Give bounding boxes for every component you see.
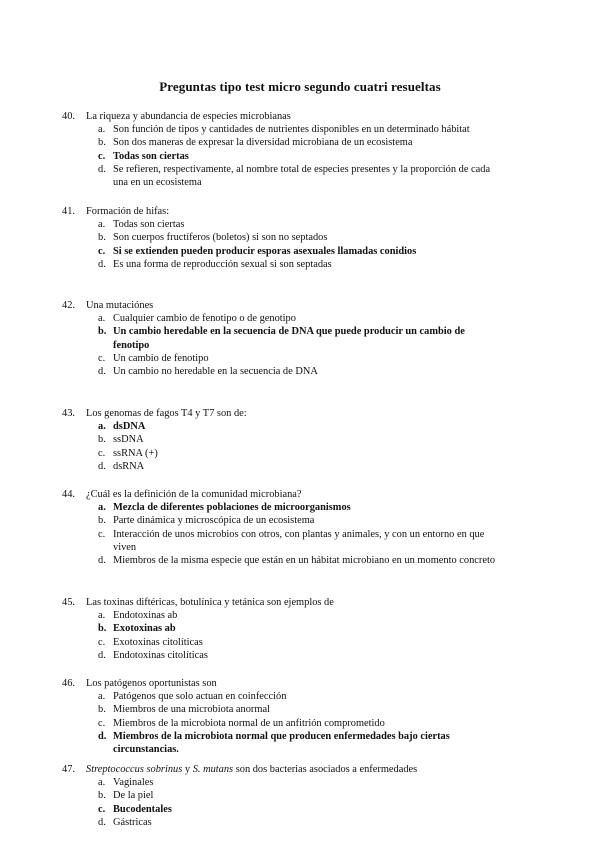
option-text: Exotoxinas ab [113,623,176,635]
option-letter: b. [98,790,106,802]
option [98,163,502,189]
option-letter: d. [98,258,106,270]
question-number: 41. [62,206,75,217]
option-correct [98,501,502,514]
question-number: 44. [62,489,75,500]
option-text: Miembros de la microbiota normal que producen enfermedades bajo ciertas circunstancias. [113,730,450,756]
option-letter: b. [98,326,107,338]
option-letter: c. [98,717,106,729]
question-45 [62,596,502,662]
option-letter: c. [98,150,106,162]
option-text: ssDNA [113,434,144,446]
option-letter: a. [98,313,106,325]
question-text: Una mutaciónes [86,300,154,311]
question-40 [62,110,502,189]
option [98,136,502,149]
option-letter: b. [98,515,106,527]
option-text: Son cuerpos fructíferos (boletos) si son no septados [113,232,328,244]
option [98,514,502,527]
question-number: 43. [62,408,75,419]
option-letter: d. [98,816,106,828]
question-44 [62,488,502,567]
question-number: 47. [62,764,75,775]
option-letter: a. [98,610,106,622]
option-letter: c. [98,803,106,815]
option-text: Un cambio no heredable en la secuencia de DNA [113,366,318,378]
option-text: Son dos maneras de expresar la diversidad microbiana de un ecosistema [113,137,413,149]
option-text: Mezcla de diferentes poblaciones de microorganismos [113,502,351,514]
option [98,365,502,378]
option-letter: d. [98,555,106,567]
question-text: Los patógenos oportunistas son [86,678,217,689]
option-correct [98,420,502,433]
option [98,231,502,244]
option [98,528,502,554]
option-text: Todas son ciertas [113,150,189,162]
option-letter: d. [98,649,106,661]
option-text: Gástricas [113,816,152,828]
option-letter: c. [98,447,106,459]
option [98,460,502,473]
option-correct [98,803,502,816]
option-text: Endotoxinas citolíticas [113,649,208,661]
option-letter: d. [98,163,106,175]
option-correct [98,622,502,635]
option-text: Bucodentales [113,803,172,815]
option [98,312,502,325]
option [98,447,502,460]
option-text: Miembros de la misma especie que están en un hábitat microbiano en un momento concreto [113,555,496,567]
option-letter: a. [98,124,106,136]
option [98,258,502,271]
question-text-part: son dos bacterias asociados a enfermedades [233,764,418,775]
question-number: 42. [62,300,75,311]
species-name: S. mutans [192,764,234,775]
option [98,816,502,829]
option-letter: c. [98,352,106,364]
option-text: Exotoxinas citolíticas [113,636,203,648]
option-letter: a. [98,777,106,789]
option-text: Endotoxinas ab [113,610,178,622]
option-text: Parte dinámica y microscópica de un ecosistema [113,515,315,527]
option-letter: a. [98,421,106,433]
question-number: 46. [62,678,75,689]
question-47 [62,763,502,829]
option-letter: b. [98,623,107,635]
option [98,433,502,446]
species-name: Streptococcus sobrinus [86,764,183,775]
option-letter: c. [98,636,106,648]
option-text: ssRNA (+) [113,447,158,459]
option [98,703,502,716]
option [98,609,502,622]
option-text: Todas son ciertas [113,219,185,231]
question-text: Formación de hifas: [86,206,170,217]
option-text: De la piel [113,790,154,802]
option-text: Patógenos que solo actuan en coinfección [113,691,287,703]
question-text: ¿Cuál es la definición de la comunidad microbiana? [86,489,302,500]
option-letter: d. [98,730,107,742]
question-text [86,763,502,776]
question-41 [62,205,502,271]
option-letter: a. [98,502,106,514]
option-text: Si se extienden pueden producir esporas asexuales llamadas conidios [113,245,417,257]
question-text-part: y [182,764,193,775]
option [98,690,502,703]
option [98,218,502,231]
option [98,649,502,662]
option-correct [98,245,502,258]
option-letter: b. [98,137,106,149]
option-letter: d. [98,366,106,378]
question-46 [62,677,502,756]
option-text: Son función de tipos y cantidades de nutrientes disponibles en un determinado hábitat [113,124,470,136]
option [98,717,502,730]
option-letter: b. [98,434,106,446]
option-text: Interacción de unos microbios con otros, con plantas y animales, y con un entorno en que viven [113,528,485,553]
option [98,123,502,136]
question-text: Las toxinas diftéricas, botulínica y tetánica son ejemplos de [86,597,334,608]
option-correct [98,730,458,756]
option [98,776,502,789]
question-number: 45. [62,597,75,608]
option-text: Cualquier cambio de fenotipo o de genotipo [113,313,296,325]
option-correct [98,325,478,351]
question-text: Los genomas de fagos T4 y T7 son de: [86,408,247,419]
option-text: Es una forma de reproducción sexual si son septadas [113,258,332,270]
option-text: Miembros de la microbiota normal de un anfitrión comprometido [113,717,385,729]
option [98,789,502,802]
option-letter: b. [98,232,106,244]
option [98,352,502,365]
option-letter: d. [98,460,106,472]
option-correct [98,150,502,163]
question-43 [62,407,502,473]
option-text: Un cambio de fenotipo [113,352,209,364]
option-text: Se refieren, respectivamente, al nombre total de especies presentes y la proporción de cada una en un ecosistema [113,163,491,189]
question-42 [62,299,502,378]
option [98,636,502,649]
document-title: Preguntas tipo test micro segundo cuatri resueltas [159,79,441,94]
option-text: dsRNA [113,460,145,472]
option-text: Vaginales [113,777,154,789]
option-text: dsDNA [113,421,146,433]
option-text: Un cambio heredable en la secuencia de DNA que puede producir un cambio de fenotipo [113,326,465,351]
option-letter: c. [98,528,106,540]
option [98,554,502,567]
option-letter: a. [98,219,106,231]
question-text: La riqueza y abundancia de especies microbianas [86,111,291,122]
question-number: 40. [62,111,75,122]
option-text: Miembros de una microbiota anormal [113,704,270,716]
option-letter: a. [98,691,106,703]
option-letter: b. [98,704,106,716]
option-letter: c. [98,245,106,257]
